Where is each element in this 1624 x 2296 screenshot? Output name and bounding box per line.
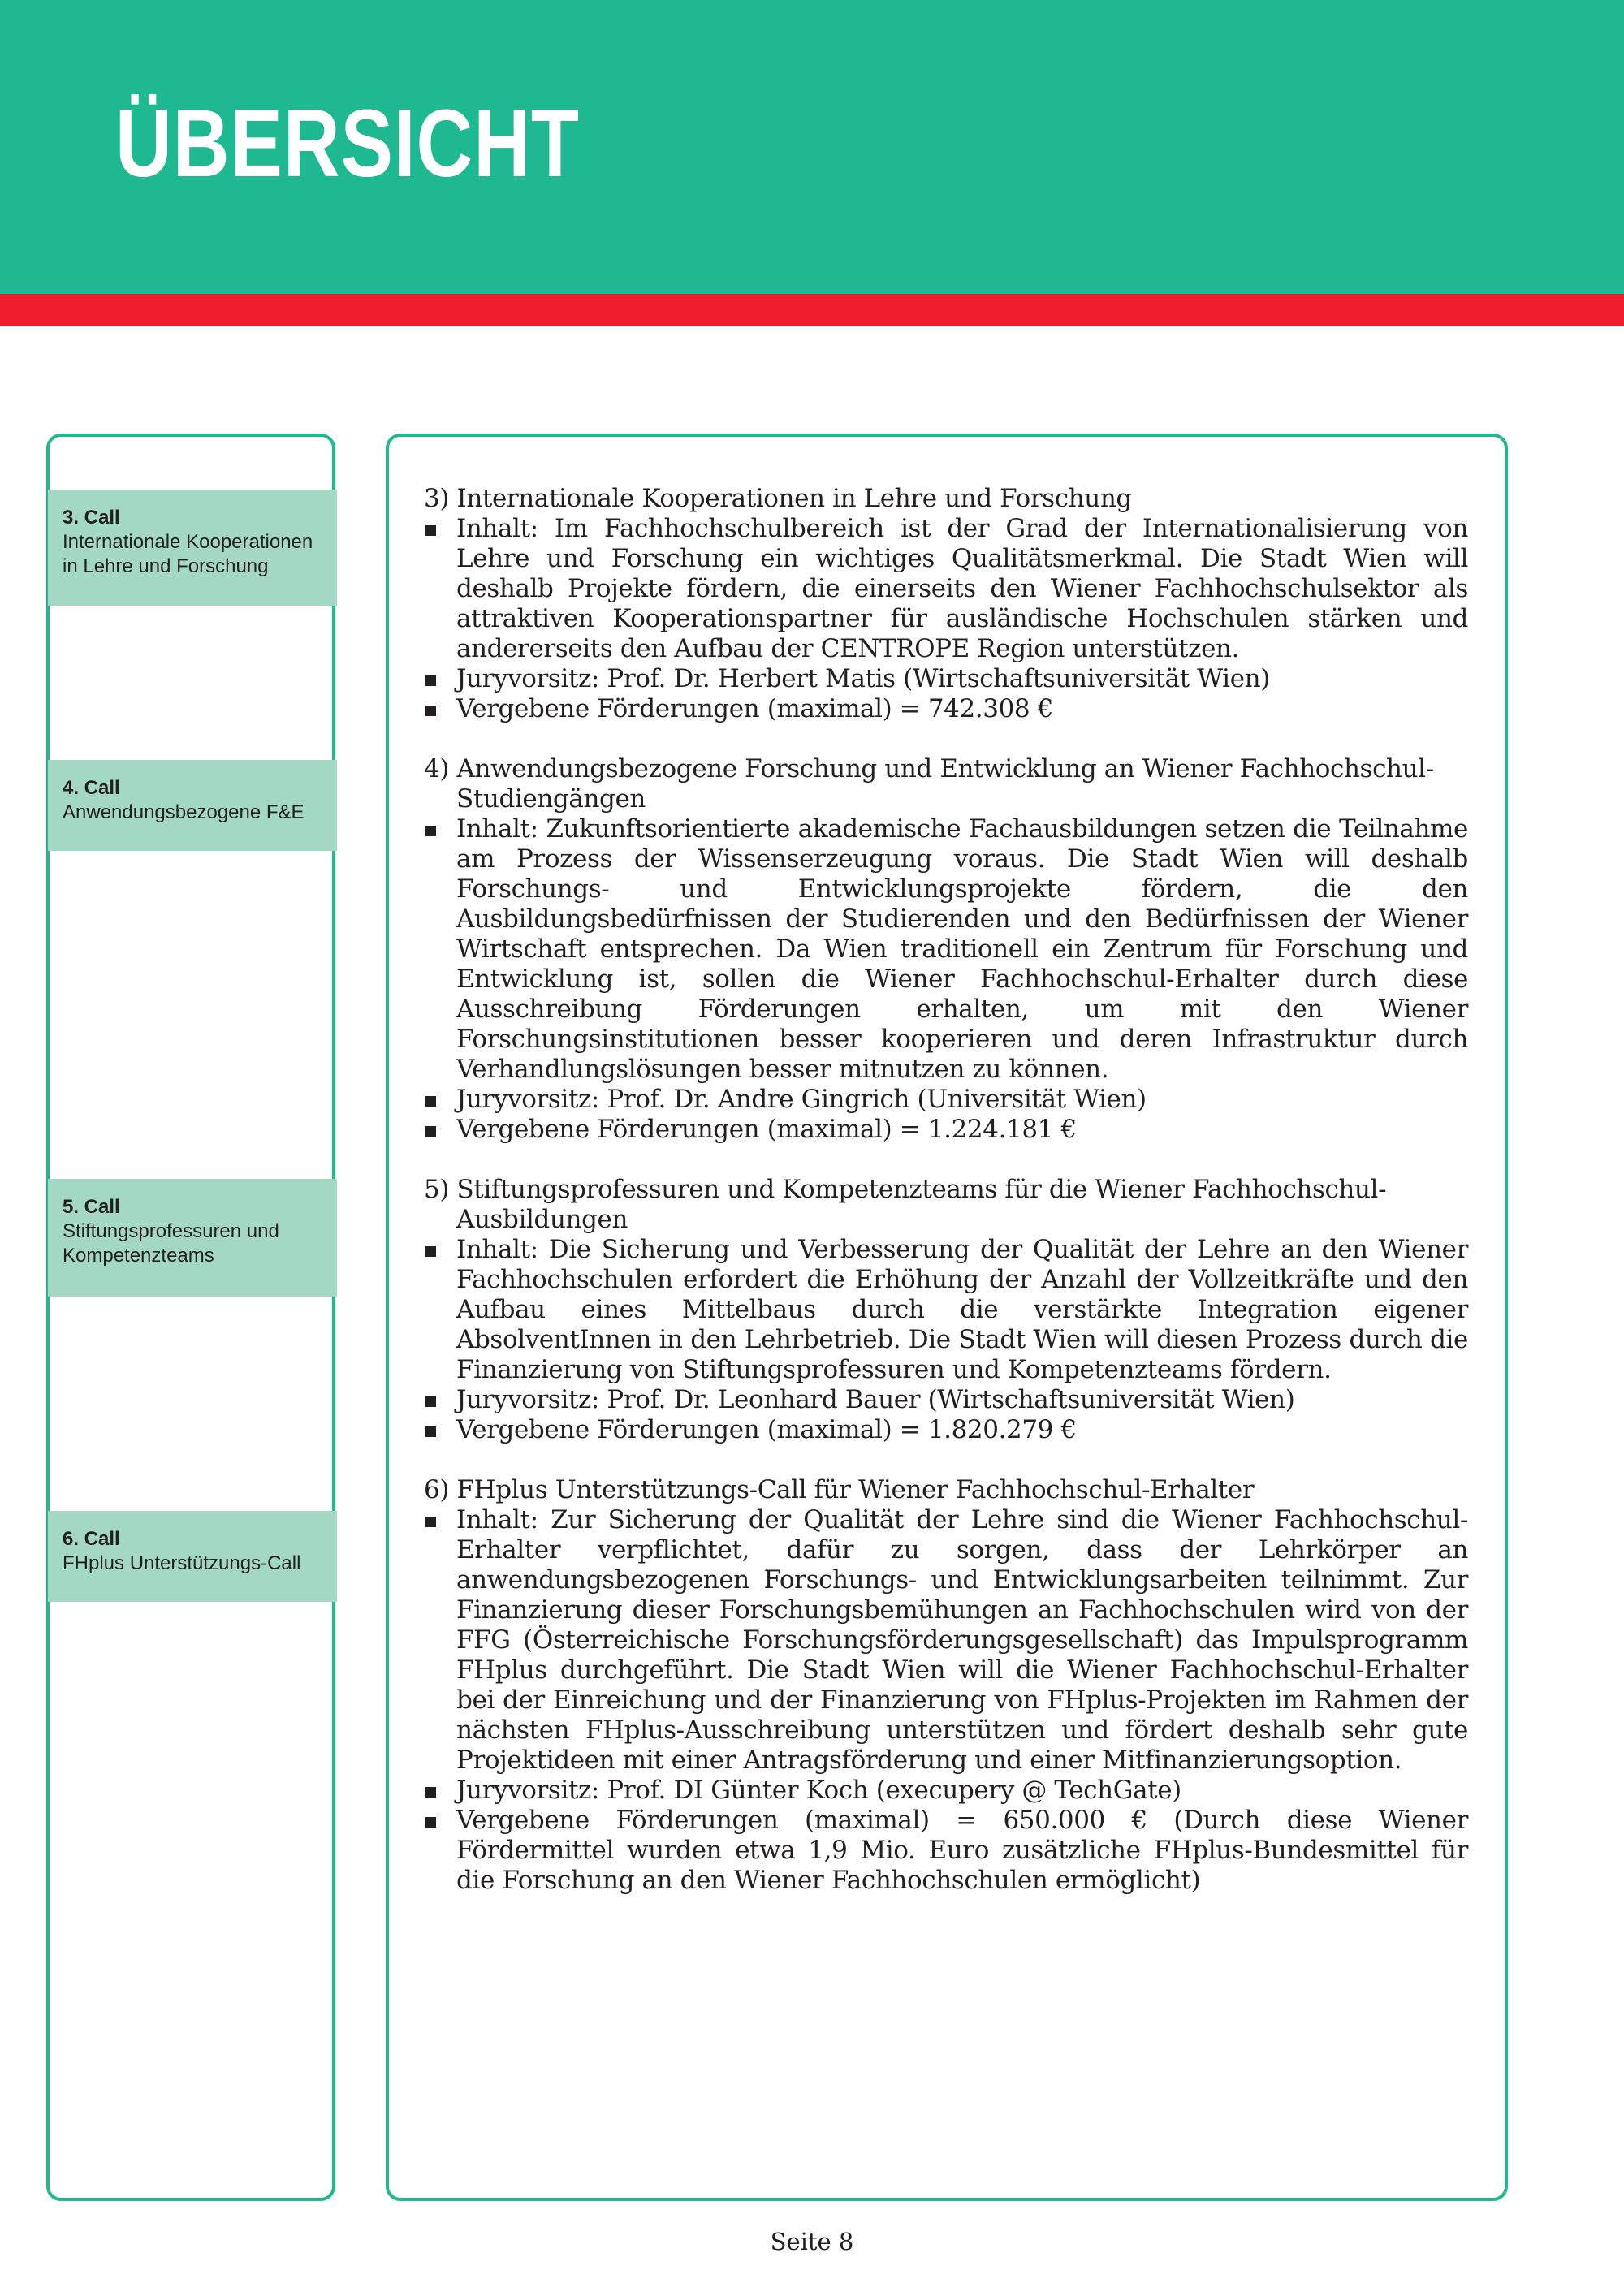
- sidebar-item-call-6: [48, 1511, 337, 1602]
- sidebar-item-subtitle: Stiftungsprofessuren und Kompetenzteams: [63, 1220, 279, 1267]
- section-call-6: [424, 1475, 1468, 1896]
- bullet-funding: Vergebene Förderungen (maximal) = 742.308 €: [424, 694, 1468, 724]
- header-stripe: [0, 294, 1624, 326]
- sidebar-item-subtitle: FHplus Unterstützungs-Call: [63, 1552, 301, 1574]
- bullet-content: Inhalt: Zukunftsorientierte akademische Fachausbildungen setzen die Teilnahme am Prozess der Wissenserzeugung voraus. Die Stadt Wien will deshalb Forschungs- und Entwicklungsprojekte fördern, die den Ausbildungsbedürfnissen der Studierenden und den Bedürfnissen der Wiener Wirtschaft entsprechen. Da Wien traditionell ein Zentrum für Forschung und Entwicklung ist, sollen die Wiener Fachhochschul-Erhalter durch diese Ausschreibung Förderungen erhalten, um mit den Wiener Forschungsinstitutionen besser kooperieren und deren Infrastruktur durch Verhandlungslösungen besser mitnutzen zu können.: [424, 814, 1468, 1085]
- sidebar-item-call-3: [48, 490, 337, 606]
- section-title: 3) Internationale Kooperationen in Lehre und Forschung: [424, 484, 1132, 513]
- sidebar-item-subtitle: Anwendungsbezogene F&E: [63, 801, 304, 823]
- section-call-4: [424, 754, 1468, 1145]
- bullet-content: Inhalt: Im Fachhochschulbereich ist der Grad der Internationalisierung von Lehre und Forschung ein wichtiges Qualitätsmerkmal. Die Stadt Wien will deshalb Projekte fördern, die einerseits den Wiener Fachhochschulsektor als attraktiven Kooperationspartner für ausländische Hochschulen stärken und andererseits den Aufbau der CENTROPE Region unterstützen.: [424, 514, 1468, 664]
- bullet-funding: Vergebene Förderungen (maximal) = 650.000 € (Durch diese Wiener Fördermittel wurden etwa 1,9 Mio. Euro zusätzliche FHplus-Bundesmittel für die Forschung an den Wiener Fachhochschulen ermöglicht): [424, 1806, 1468, 1896]
- page-number: Seite 8: [770, 2228, 854, 2255]
- section-call-3: [424, 484, 1468, 724]
- sidebar-item-title: 6. Call: [63, 1528, 120, 1550]
- section-title: 6) FHplus Unterstützungs-Call für Wiener Fachhochschul-Erhalter: [424, 1475, 1255, 1504]
- bullet-jury: Juryvorsitz: Prof. DI Günter Koch (execupery @ TechGate): [424, 1776, 1468, 1806]
- bullet-jury: Juryvorsitz: Prof. Dr. Andre Gingrich (Universität Wien): [424, 1085, 1468, 1115]
- sidebar-item-call-5: [48, 1179, 337, 1297]
- content-body: [424, 484, 1468, 1926]
- section-title: 4) Anwendungsbezogene Forschung und Entwicklung an Wiener Fachhochschul-Studiengängen: [424, 754, 1434, 814]
- sidebar-frame: [46, 434, 335, 2201]
- bullet-jury: Juryvorsitz: Prof. Dr. Herbert Matis (Wirtschaftsuniversität Wien): [424, 664, 1468, 694]
- bullet-funding: Vergebene Förderungen (maximal) = 1.224.181 €: [424, 1115, 1468, 1145]
- bullet-content: Inhalt: Die Sicherung und Verbesserung der Qualität der Lehre an den Wiener Fachhochschulen erfordert die Erhöhung der Anzahl der Vollzeitkräfte und den Aufbau eines Mittelbaus durch die verstärkte Integration eigener AbsolventInnen in den Lehrbetrieb. Die Stadt Wien will diesen Prozess durch die Finanzierung von Stiftungsprofessuren und Kompetenzteams fördern.: [424, 1235, 1468, 1385]
- section-call-5: [424, 1175, 1468, 1445]
- sidebar-item-subtitle: Internationale Kooperationen in Lehre und Forschung: [63, 531, 313, 577]
- bullet-jury: Juryvorsitz: Prof. Dr. Leonhard Bauer (Wirtschaftsuniversität Wien): [424, 1385, 1468, 1415]
- sidebar-item-call-4: [48, 760, 337, 851]
- bullet-content: Inhalt: Zur Sicherung der Qualität der Lehre sind die Wiener Fachhochschul-Erhalter verpflichtet, dafür zu sorgen, dass der Lehrkörper an anwendungsbezogenen Forschungs- und Entwicklungsarbeiten teilnimmt. Zur Finanzierung dieser Forschungsbemühungen an Fachhochschulen wird von der FFG (Österreichische Forschungsförderungsgesellschaft) das Impulsprogramm FHplus durchgeführt. Die Stadt Wien will die Wiener Fachhochschul-Erhalter bei der Einreichung und der Finanzierung von FHplus-Projekten im Rahmen der nächsten FHplus-Ausschreibung unterstützen und fördert deshalb sehr gute Projektideen mit einer Antragsförderung und einer Mitfinanzierungsoption.: [424, 1505, 1468, 1776]
- sidebar-item-title: 3. Call: [63, 507, 120, 529]
- section-title: 5) Stiftungsprofessuren und Kompetenzteams für die Wiener Fachhochschul-Ausbildungen: [424, 1175, 1387, 1234]
- page-title: ÜBERSICHT: [115, 90, 580, 197]
- bullet-funding: Vergebene Förderungen (maximal) = 1.820.279 €: [424, 1415, 1468, 1445]
- sidebar-item-title: 4. Call: [63, 777, 120, 799]
- sidebar-item-title: 5. Call: [63, 1196, 120, 1218]
